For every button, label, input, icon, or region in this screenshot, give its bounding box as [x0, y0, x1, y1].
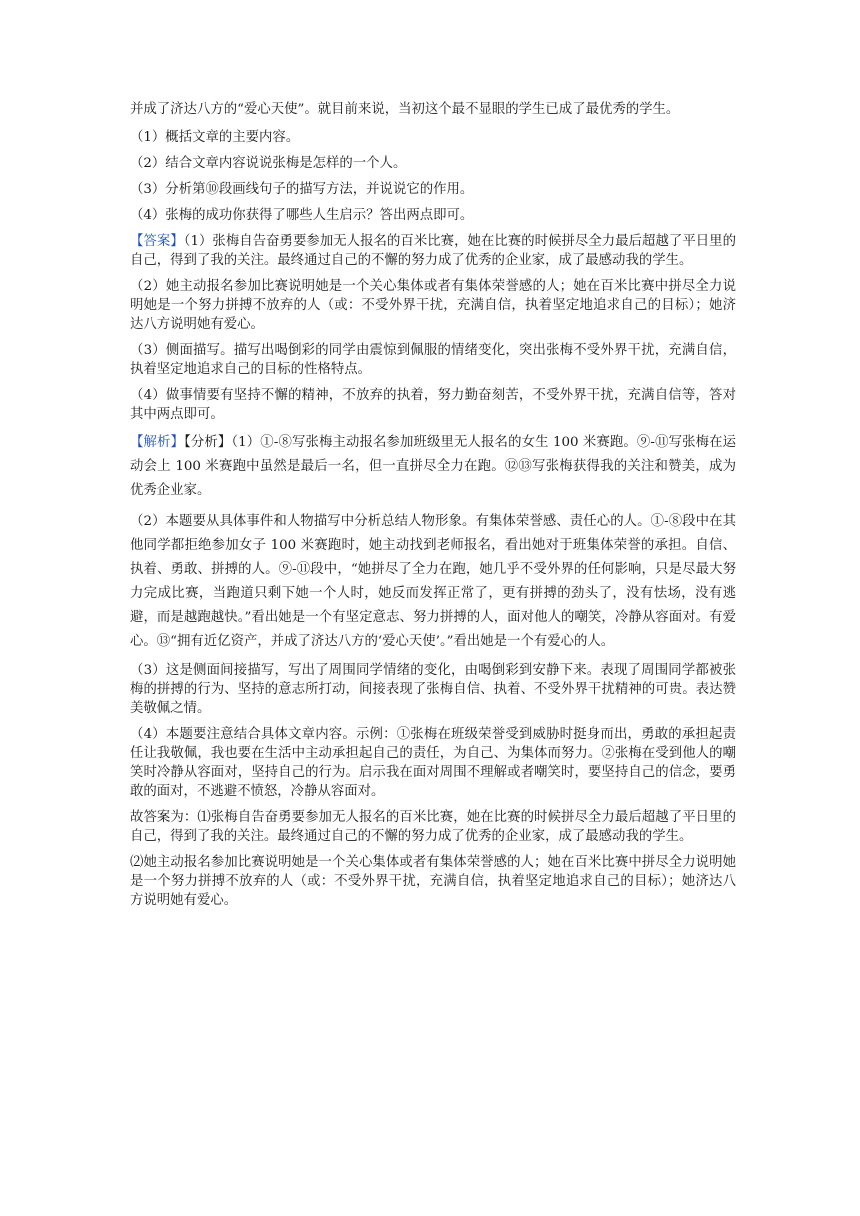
analysis-2: （2）本题要从具体事件和人物描写中分析总结人物形象。有集体荣誉感、责任心的人。①-⑧段中在其他同学都拒绝参加女子 100 米赛跑时，她主动找到老师报名，看出她对于班集体荣誉的承担。自信、执着、勇敢、拼搏的人。⑨-⑪段中，“她拼尽了全力在跑，她几乎不受外界的任何影响，只是尽最大努力完成比赛，当跑道只剩下她一个人时，她反而发挥正常了，更有拼搏的劲头了，没有怯场，没有逃避，而是越跑越快。”看出她是一个有坚定意志、努力拼搏的人，面对他人的嘲笑，冷静从容面对。有爱心。⑬“拥有近亿资产，并成了济达八方的‘爱心天使’。”看出她是一个有爱心的人。	[130, 514, 736, 649]
question-1: （1）概括文章的主要内容。	[130, 130, 300, 145]
analysis-tag: 【解析】	[130, 435, 185, 450]
answer-tag: 【答案】	[130, 234, 184, 249]
question-4: （4）张梅的成功你获得了哪些人生启示？答出两点即可。	[130, 208, 474, 223]
question-2: （2）结合文章内容说说张梅是怎样的一个人。	[130, 156, 407, 171]
analysis-5: 故答案为：⑴张梅自告奋勇要参加无人报名的百米比赛，她在比赛的时候拼尽全力最后超越了平日里的自己，得到了我的关注。最终通过自己的不懈的努力成了优秀的企业家，成了最感动我的学生。	[130, 810, 736, 844]
analysis-1: 【解析】【分析】（1）①-⑧写张梅主动报名参加班级里无人报名的女生 100 米赛跑。⑨-⑪写张梅在运动会上 100 米赛跑中虽然是最后一名，但一直拼尽全力在跑。⑫⑬写张梅获得我的关注和赞美，成为优秀企业家。	[130, 435, 736, 498]
analysis-3: （3）这是侧面间接描写，写出了周围同学情绪的变化，由喝倒彩到安静下来。表现了周围同学都被张梅的拼搏的行为、坚持的意志所打动，间接表现了张梅自信、执着、不受外界干扰精神的可贵。表达赞美敬佩之情。	[130, 663, 736, 716]
answer-1: 【答案】（1）张梅自告奋勇要参加无人报名的百米比赛，她在比赛的时候拼尽全力最后超越了平日里的自己，得到了我的关注。最终通过自己的不懈的努力成了优秀的企业家，成了最感动我的学生。	[130, 234, 737, 268]
analysis-4: （4）本题要注意结合具体文章内容。示例：①张梅在班级荣誉受到威胁时挺身而出，勇敢的承担起责任让我敬佩，我也要在生活中主动承担起自己的责任，为自己、为集体而努力。②张梅在受到他人的嘲笑时冷静从容面对，坚持自己的行为。启示我在面对周围不理解或者嘲笑时，要坚持自己的信念，要勇敢的面对，不逃避不愤怒，冷静从容面对。	[130, 727, 736, 799]
passage-ending: 并成了济达八方的“爱心天使”。就目前来说，当初这个最不显眼的学生已成了最优秀的学生。	[130, 102, 680, 117]
answer-2: （2）她主动报名参加比赛说明她是一个关心集体或者有集体荣誉感的人；她在百米比赛中拼尽全力说明她是一个努力拼搏不放弃的人（或：不受外界干扰，充满自信，执着坚定地追求自己的目标）；她济达八方说明她有爱心。	[130, 279, 736, 332]
analysis-6: ⑵她主动报名参加比赛说明她是一个关心集体或者有集体荣誉感的人；她在百米比赛中拼尽全力说明她是一个努力拼搏不放弃的人（或：不受外界干扰，充满自信，执着坚定地追求自己的目标）；她济达八方说明她有爱心。	[130, 855, 736, 908]
question-3: （3）分析第⑩段画线句子的描写方法，并说说它的作用。	[130, 182, 474, 197]
answer-3: （3）侧面描写。描写出喝倒彩的同学由震惊到佩服的情绪变化，突出张梅不受外界干扰，充满自信，执着坚定地追求自己的目标的性格特点。	[130, 343, 736, 377]
answer-4: （4）做事情要有坚持不懈的精神，不放弃的执着，努力勤奋刻苦，不受外界干扰，充满自信等，答对其中两点即可。	[130, 388, 736, 422]
document-page	[130, 100, 736, 910]
